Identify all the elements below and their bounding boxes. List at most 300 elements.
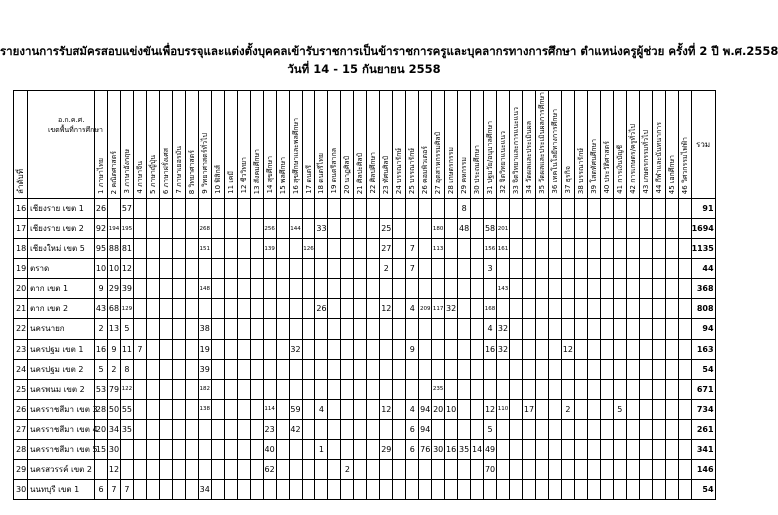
count-cell <box>445 379 458 399</box>
count-cell <box>276 299 289 319</box>
count-cell <box>250 480 263 500</box>
count-cell <box>133 299 146 319</box>
count-cell <box>172 259 185 279</box>
count-cell <box>639 299 652 319</box>
count-cell <box>237 339 250 359</box>
count-cell <box>328 299 341 319</box>
count-cell <box>367 239 380 259</box>
count-cell <box>510 319 523 339</box>
count-cell <box>535 239 548 259</box>
count-cell <box>133 460 146 480</box>
count-cell <box>458 239 471 259</box>
count-cell <box>471 379 484 399</box>
count-cell <box>172 440 185 460</box>
count-cell <box>224 440 237 460</box>
count-cell <box>652 359 665 379</box>
count-cell <box>159 440 172 460</box>
count-cell <box>419 279 432 299</box>
subject-header: 14 สุขศึกษา <box>263 91 276 199</box>
count-cell <box>263 279 276 299</box>
count-cell <box>587 259 600 279</box>
count-cell: 16 <box>484 339 497 359</box>
count-cell: 5 <box>613 399 626 419</box>
subject-header: 18 ดนตรีไทย <box>315 91 328 199</box>
row-seq: 18 <box>14 239 28 259</box>
count-cell <box>535 339 548 359</box>
count-cell <box>406 359 419 379</box>
subject-header: 13 สังคมศึกษา <box>250 91 263 199</box>
count-cell <box>484 279 497 299</box>
count-cell <box>224 480 237 500</box>
count-cell: 50 <box>107 399 120 419</box>
count-cell <box>497 440 510 460</box>
count-cell <box>237 480 250 500</box>
count-cell: 2 <box>380 259 393 279</box>
count-cell <box>263 319 276 339</box>
count-cell <box>548 379 561 399</box>
row-total: 54 <box>691 480 715 500</box>
count-cell: 34 <box>107 419 120 439</box>
count-cell <box>561 239 574 259</box>
count-cell <box>678 218 691 238</box>
count-cell <box>600 379 613 399</box>
count-cell <box>393 319 406 339</box>
count-cell: 7 <box>406 239 419 259</box>
count-cell: 12 <box>107 460 120 480</box>
subject-header: 35 วัดผลและประเมินผลการศึกษา <box>535 91 548 199</box>
count-cell <box>561 259 574 279</box>
subject-header: 9 วิทยาศาสตร์ทั่วไป <box>198 91 211 199</box>
row-seq: 26 <box>14 399 28 419</box>
count-cell <box>419 339 432 359</box>
count-cell <box>574 399 587 419</box>
count-cell <box>159 399 172 419</box>
table-row <box>14 239 716 259</box>
count-cell <box>652 239 665 259</box>
count-cell <box>185 299 198 319</box>
count-cell <box>522 218 535 238</box>
count-cell: 79 <box>107 379 120 399</box>
count-cell <box>445 319 458 339</box>
count-cell <box>639 460 652 480</box>
count-cell <box>250 359 263 379</box>
count-cell <box>639 359 652 379</box>
count-cell <box>211 218 224 238</box>
count-cell <box>535 319 548 339</box>
subject-header: 33 จิตวิทยาและการแนะแนว <box>510 91 523 199</box>
count-cell <box>600 239 613 259</box>
count-cell: 81 <box>120 239 133 259</box>
count-cell <box>613 480 626 500</box>
subject-header: 15 พลศึกษา <box>276 91 289 199</box>
count-cell <box>380 359 393 379</box>
count-cell: 235 <box>432 379 445 399</box>
row-total: 54 <box>691 359 715 379</box>
count-cell <box>354 319 367 339</box>
count-cell: 27 <box>380 239 393 259</box>
count-cell <box>211 239 224 259</box>
subject-header: 44 กีฬาและนันทนาการ <box>652 91 665 199</box>
count-cell <box>587 440 600 460</box>
count-cell: 76 <box>419 440 432 460</box>
count-cell <box>497 299 510 319</box>
count-cell <box>535 460 548 480</box>
count-cell <box>133 218 146 238</box>
row-area: นครปฐม เขต 2 <box>28 359 95 379</box>
count-cell <box>535 480 548 500</box>
count-cell <box>484 359 497 379</box>
count-cell: 29 <box>107 279 120 299</box>
count-cell <box>250 218 263 238</box>
count-cell <box>133 198 146 218</box>
count-cell <box>185 198 198 218</box>
count-cell <box>639 218 652 238</box>
count-cell: 5 <box>484 419 497 439</box>
count-cell <box>172 480 185 500</box>
count-cell <box>315 279 328 299</box>
count-cell: 13 <box>107 319 120 339</box>
count-cell <box>561 299 574 319</box>
count-cell <box>535 419 548 439</box>
subject-header: 20 นาฏศิลป์ <box>341 91 354 199</box>
count-cell <box>133 440 146 460</box>
count-cell <box>354 480 367 500</box>
count-cell <box>510 239 523 259</box>
count-cell <box>626 339 639 359</box>
count-cell <box>678 480 691 500</box>
count-cell: 30 <box>107 440 120 460</box>
count-cell <box>561 359 574 379</box>
count-cell: 35 <box>458 440 471 460</box>
count-cell <box>224 299 237 319</box>
count-cell <box>224 319 237 339</box>
count-cell <box>613 359 626 379</box>
count-cell: 30 <box>432 440 445 460</box>
row-area: นครพนม เขต 2 <box>28 379 95 399</box>
count-cell <box>587 379 600 399</box>
count-cell <box>302 339 315 359</box>
count-cell: 94 <box>419 419 432 439</box>
row-seq: 29 <box>14 460 28 480</box>
count-cell <box>445 460 458 480</box>
count-cell: 92 <box>95 218 108 238</box>
count-cell: 26 <box>315 299 328 319</box>
count-cell <box>302 198 315 218</box>
subject-header: 37 ธุรกิจ <box>561 91 574 199</box>
count-cell <box>587 419 600 439</box>
count-cell <box>198 460 211 480</box>
count-cell <box>302 299 315 319</box>
count-cell <box>522 319 535 339</box>
count-cell <box>315 480 328 500</box>
count-cell: 110 <box>497 399 510 419</box>
count-cell <box>237 279 250 299</box>
count-cell <box>224 259 237 279</box>
count-cell <box>535 279 548 299</box>
count-cell: 29 <box>380 440 393 460</box>
count-cell <box>652 480 665 500</box>
count-cell <box>367 259 380 279</box>
count-cell <box>159 480 172 500</box>
count-cell <box>263 299 276 319</box>
subject-header: 11 เคมี <box>224 91 237 199</box>
count-cell <box>548 259 561 279</box>
count-cell <box>315 379 328 399</box>
row-area: ตราด <box>28 259 95 279</box>
count-cell <box>302 419 315 439</box>
count-cell <box>419 359 432 379</box>
count-cell <box>510 198 523 218</box>
row-total: 671 <box>691 379 715 399</box>
count-cell <box>574 259 587 279</box>
count-cell: 88 <box>107 239 120 259</box>
count-cell <box>250 198 263 218</box>
count-cell: 62 <box>263 460 276 480</box>
subject-header: 23 ทัศนศิลป์ <box>380 91 393 199</box>
count-cell <box>393 379 406 399</box>
count-cell <box>315 259 328 279</box>
count-cell <box>613 198 626 218</box>
row-seq: 28 <box>14 440 28 460</box>
row-seq: 19 <box>14 259 28 279</box>
table-row <box>14 440 716 460</box>
count-cell <box>419 198 432 218</box>
count-cell <box>237 299 250 319</box>
count-cell <box>289 319 302 339</box>
row-area: เชียงราย เขต 1 <box>28 198 95 218</box>
count-cell <box>250 339 263 359</box>
count-cell <box>328 218 341 238</box>
count-cell: 201 <box>497 218 510 238</box>
count-cell <box>626 198 639 218</box>
count-cell: 113 <box>432 239 445 259</box>
table-row <box>14 198 716 218</box>
count-cell <box>341 339 354 359</box>
subject-header: 32 จิตวิทยาแนะแนว <box>497 91 510 199</box>
count-cell <box>522 198 535 218</box>
row-area: นครราชสีมา เขต 3 <box>28 399 95 419</box>
count-cell <box>652 259 665 279</box>
count-cell <box>159 279 172 299</box>
count-cell <box>613 319 626 339</box>
count-cell: 268 <box>198 218 211 238</box>
count-cell: 16 <box>95 339 108 359</box>
count-cell <box>302 460 315 480</box>
count-cell: 168 <box>484 299 497 319</box>
subject-header: 43 เกษตรกรรมทั่วไป <box>639 91 652 199</box>
count-cell: 139 <box>263 239 276 259</box>
count-cell <box>289 480 302 500</box>
count-cell <box>367 218 380 238</box>
count-cell: 43 <box>95 299 108 319</box>
count-cell <box>561 480 574 500</box>
count-cell <box>458 319 471 339</box>
count-cell <box>535 359 548 379</box>
count-cell <box>237 239 250 259</box>
count-cell <box>458 259 471 279</box>
count-cell <box>665 440 678 460</box>
count-cell: 117 <box>432 299 445 319</box>
count-cell <box>561 279 574 299</box>
count-cell <box>172 379 185 399</box>
count-cell <box>328 319 341 339</box>
count-cell <box>224 399 237 419</box>
count-cell <box>535 218 548 238</box>
count-cell <box>380 198 393 218</box>
count-cell <box>276 379 289 399</box>
count-cell: 95 <box>95 239 108 259</box>
count-cell <box>302 359 315 379</box>
count-cell <box>224 339 237 359</box>
count-cell <box>510 440 523 460</box>
count-cell <box>458 299 471 319</box>
count-cell <box>497 379 510 399</box>
count-cell <box>328 399 341 419</box>
table-row <box>14 480 716 500</box>
count-cell <box>146 379 159 399</box>
count-cell <box>302 379 315 399</box>
count-cell: 156 <box>484 239 497 259</box>
table-row <box>14 359 716 379</box>
count-cell <box>146 198 159 218</box>
count-cell <box>393 339 406 359</box>
count-cell <box>587 279 600 299</box>
count-cell: 49 <box>484 440 497 460</box>
count-cell: 12 <box>561 339 574 359</box>
count-cell <box>626 319 639 339</box>
count-cell <box>159 198 172 218</box>
count-cell <box>458 339 471 359</box>
count-cell <box>665 218 678 238</box>
count-cell <box>211 440 224 460</box>
count-cell <box>548 239 561 259</box>
count-cell: 180 <box>432 218 445 238</box>
count-cell <box>250 259 263 279</box>
count-cell <box>354 259 367 279</box>
count-cell <box>665 339 678 359</box>
count-cell <box>198 259 211 279</box>
count-cell <box>289 440 302 460</box>
count-cell <box>639 379 652 399</box>
count-cell <box>263 379 276 399</box>
count-cell: 48 <box>458 218 471 238</box>
count-cell <box>159 239 172 259</box>
row-total: 146 <box>691 460 715 480</box>
count-cell <box>419 218 432 238</box>
count-cell <box>328 460 341 480</box>
count-cell <box>250 419 263 439</box>
count-cell <box>510 218 523 238</box>
count-cell <box>315 239 328 259</box>
count-cell <box>146 399 159 419</box>
count-cell: 4 <box>315 399 328 419</box>
count-cell: 151 <box>198 239 211 259</box>
count-cell <box>354 440 367 460</box>
count-cell <box>133 259 146 279</box>
count-cell <box>613 379 626 399</box>
count-cell <box>445 480 458 500</box>
subject-header: 30 ประถมศึกษา <box>471 91 484 199</box>
count-cell <box>652 399 665 419</box>
count-cell <box>172 399 185 419</box>
count-cell <box>639 239 652 259</box>
count-cell <box>445 259 458 279</box>
count-cell <box>185 460 198 480</box>
count-cell <box>600 419 613 439</box>
row-total: 1694 <box>691 218 715 238</box>
count-cell <box>522 299 535 319</box>
count-cell <box>613 218 626 238</box>
count-cell <box>678 239 691 259</box>
count-cell <box>211 460 224 480</box>
count-cell <box>639 440 652 460</box>
count-cell: 2 <box>95 319 108 339</box>
count-cell <box>561 218 574 238</box>
row-seq: 24 <box>14 359 28 379</box>
count-cell <box>367 359 380 379</box>
count-cell <box>678 259 691 279</box>
count-cell <box>133 419 146 439</box>
count-cell <box>393 259 406 279</box>
count-cell <box>626 419 639 439</box>
count-cell <box>276 279 289 299</box>
count-cell <box>471 419 484 439</box>
subject-header: 28 เกษตรกรรม <box>445 91 458 199</box>
count-cell <box>665 319 678 339</box>
count-cell <box>639 339 652 359</box>
count-cell: 15 <box>95 440 108 460</box>
count-cell <box>626 379 639 399</box>
count-cell <box>626 218 639 238</box>
count-cell: 55 <box>120 399 133 419</box>
count-cell <box>484 198 497 218</box>
count-cell <box>146 460 159 480</box>
count-cell: 129 <box>120 299 133 319</box>
count-cell <box>665 460 678 480</box>
count-cell <box>510 339 523 359</box>
count-cell <box>120 460 133 480</box>
count-cell <box>393 198 406 218</box>
count-cell <box>471 279 484 299</box>
count-cell <box>574 198 587 218</box>
count-cell <box>626 480 639 500</box>
count-cell <box>652 419 665 439</box>
row-area: นครปฐม เขต 1 <box>28 339 95 359</box>
count-cell <box>263 198 276 218</box>
count-cell <box>652 379 665 399</box>
count-cell: 16 <box>445 440 458 460</box>
count-cell <box>613 239 626 259</box>
count-cell <box>626 279 639 299</box>
count-cell <box>652 339 665 359</box>
count-cell <box>587 239 600 259</box>
count-cell <box>250 279 263 299</box>
count-cell <box>548 339 561 359</box>
count-cell <box>276 339 289 359</box>
subject-header: 31 ปฐมวัย/อนุบาลศึกษา <box>484 91 497 199</box>
count-cell <box>354 399 367 419</box>
count-cell <box>172 218 185 238</box>
count-cell <box>276 440 289 460</box>
count-cell <box>172 299 185 319</box>
count-cell <box>393 419 406 439</box>
count-cell <box>237 440 250 460</box>
table-row <box>14 419 716 439</box>
count-cell <box>276 460 289 480</box>
count-cell <box>354 339 367 359</box>
subject-header: 6 ภาษาฝรั่งเศส <box>159 91 172 199</box>
count-cell <box>341 259 354 279</box>
